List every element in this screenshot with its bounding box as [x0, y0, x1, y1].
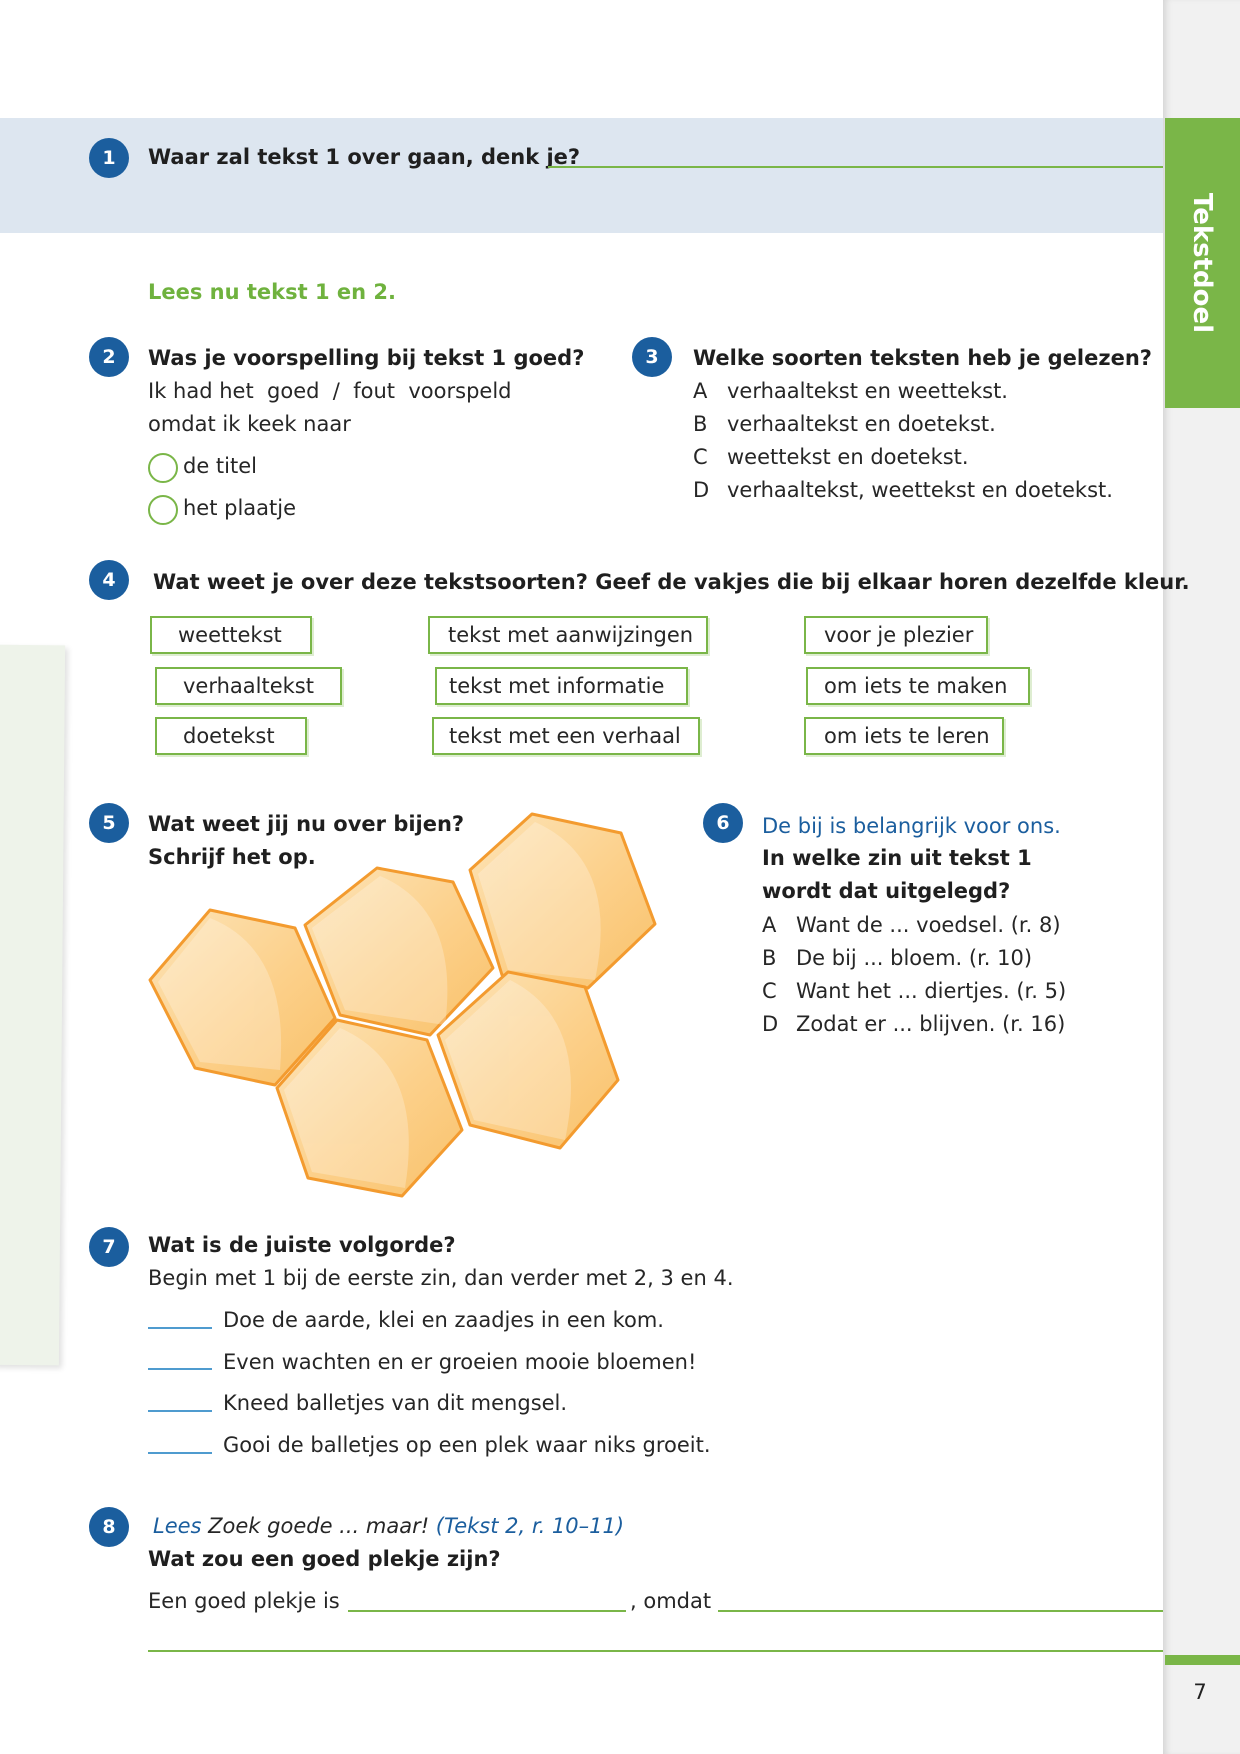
- page-marker: [1165, 1655, 1240, 1665]
- order-input[interactable]: [148, 1368, 212, 1370]
- radio-option[interactable]: [148, 495, 178, 525]
- question-number-6: 6: [703, 803, 743, 843]
- question-6-line2: wordt dat uitgelegd?: [762, 879, 1011, 903]
- option-text: De bij ... bloem. (r. 10): [796, 946, 1033, 970]
- option-letter: C: [762, 979, 777, 1003]
- match-box[interactable]: verhaaltekst: [155, 667, 342, 705]
- answer-option[interactable]: [693, 412, 996, 436]
- option-text: weettekst en doetekst.: [727, 445, 969, 469]
- instruction: Lees nu tekst 1 en 2.: [148, 280, 397, 304]
- question-1-text: Waar zal tekst 1 over gaan, denk je?: [148, 145, 581, 169]
- question-number-3: 3: [632, 337, 672, 377]
- radio-option[interactable]: [148, 453, 178, 483]
- option-letter: A: [762, 913, 777, 937]
- option-letter: C: [693, 445, 708, 469]
- match-box[interactable]: om iets te maken: [806, 667, 1030, 705]
- question-2-line1: Ik had het goed / fout voorspeld: [148, 379, 512, 403]
- question-number-2: 2: [89, 337, 129, 377]
- question-number-8: 8: [89, 1507, 129, 1547]
- option-text: verhaaltekst en doetekst.: [727, 412, 996, 436]
- option-text: Want de ... voedsel. (r. 8): [796, 913, 1061, 937]
- answer-line-1[interactable]: [548, 166, 1163, 168]
- question-number-1: 1: [89, 138, 129, 178]
- option-letter: D: [762, 1012, 779, 1036]
- match-box[interactable]: tekst met aanwijzingen: [428, 616, 708, 654]
- question-8-title: Wat zou een goed plekje zijn?: [148, 1547, 501, 1571]
- answer-option[interactable]: [693, 445, 969, 469]
- page-number: 7: [1193, 1680, 1207, 1704]
- question-6-line1: In welke zin uit tekst 1: [762, 846, 1032, 870]
- option-text: Want het ... diertjes. (r. 5): [796, 979, 1067, 1003]
- question-2-line2: omdat ik keek naar: [148, 412, 351, 436]
- option-label: het plaatje: [183, 496, 297, 520]
- sentence-start: Een goed plekje is: [148, 1589, 340, 1613]
- question-5-line2: Schrijf het op.: [148, 845, 316, 869]
- question-3-title: Welke soorten teksten heb je gelezen?: [693, 346, 1152, 370]
- question-number-5: 5: [89, 803, 129, 843]
- question-1-band: [0, 118, 1163, 233]
- question-6-intro: De bij is belangrijk voor ons.: [762, 814, 1061, 838]
- reference-title: Zoek goede ... maar!: [208, 1514, 430, 1538]
- option-text: verhaaltekst en weettekst.: [727, 379, 1008, 403]
- answer-option[interactable]: [693, 478, 1113, 502]
- order-item: Doe de aarde, klei en zaadjes in een kom.: [223, 1308, 664, 1332]
- answer-line-reason[interactable]: [718, 1610, 1163, 1612]
- match-box[interactable]: doetekst: [155, 717, 307, 755]
- order-item: Even wachten en er groeien mooie bloemen!: [223, 1350, 697, 1374]
- order-input[interactable]: [148, 1327, 212, 1329]
- honeycomb: [140, 800, 660, 1210]
- question-7-title: Wat is de juiste volgorde?: [148, 1233, 456, 1257]
- answer-option[interactable]: [762, 1012, 1065, 1036]
- option-letter: D: [693, 478, 710, 502]
- question-5-line1: Wat weet jij nu over bijen?: [148, 812, 465, 836]
- question-2-title: Was je voorspelling bij tekst 1 goed?: [148, 346, 585, 370]
- option-letter: A: [693, 379, 708, 403]
- question-7-subtitle: Begin met 1 bij de eerste zin, dan verder met 2, 3 en 4.: [148, 1266, 734, 1290]
- question-number-4: 4: [89, 560, 129, 600]
- option-letter: B: [762, 946, 777, 970]
- answer-option[interactable]: [693, 379, 1008, 403]
- question-8-reference: [153, 1514, 624, 1538]
- question-4-title: Wat weet je over deze tekstsoorten? Geef de vakjes die bij elkaar horen dezelfde kleur.: [153, 570, 1190, 594]
- sentence-mid: , omdat: [630, 1589, 712, 1613]
- reference-prefix: Lees: [153, 1514, 209, 1538]
- match-box[interactable]: tekst met een verhaal: [432, 717, 700, 755]
- answer-option[interactable]: [762, 913, 1061, 937]
- side-tab-text: Tekstdoel: [1187, 192, 1218, 334]
- match-box[interactable]: tekst met informatie: [435, 667, 688, 705]
- match-box[interactable]: weettekst: [150, 616, 312, 654]
- order-input[interactable]: [148, 1410, 212, 1412]
- option-text: Zodat er ... blijven. (r. 16): [796, 1012, 1066, 1036]
- match-box[interactable]: om iets te leren: [804, 717, 1004, 755]
- order-input[interactable]: [148, 1452, 212, 1454]
- match-box[interactable]: voor je plezier: [804, 616, 988, 654]
- question-number-7: 7: [89, 1227, 129, 1267]
- answer-option[interactable]: [762, 946, 1032, 970]
- answer-line-extra[interactable]: [148, 1650, 1163, 1652]
- answer-option[interactable]: [762, 979, 1066, 1003]
- reference-suffix: (Tekst 2, r. 10–11): [429, 1514, 625, 1538]
- order-item: Kneed balletjes van dit mengsel.: [223, 1391, 568, 1415]
- option-text: verhaaltekst, weettekst en doetekst.: [727, 478, 1113, 502]
- order-item: Gooi de balletjes op een plek waar niks groeit.: [223, 1433, 711, 1457]
- answer-line-place[interactable]: [348, 1610, 626, 1612]
- side-tab-label: [1165, 118, 1240, 408]
- option-letter: B: [693, 412, 708, 436]
- option-label: de titel: [183, 454, 257, 478]
- left-note-panel: [0, 645, 65, 1366]
